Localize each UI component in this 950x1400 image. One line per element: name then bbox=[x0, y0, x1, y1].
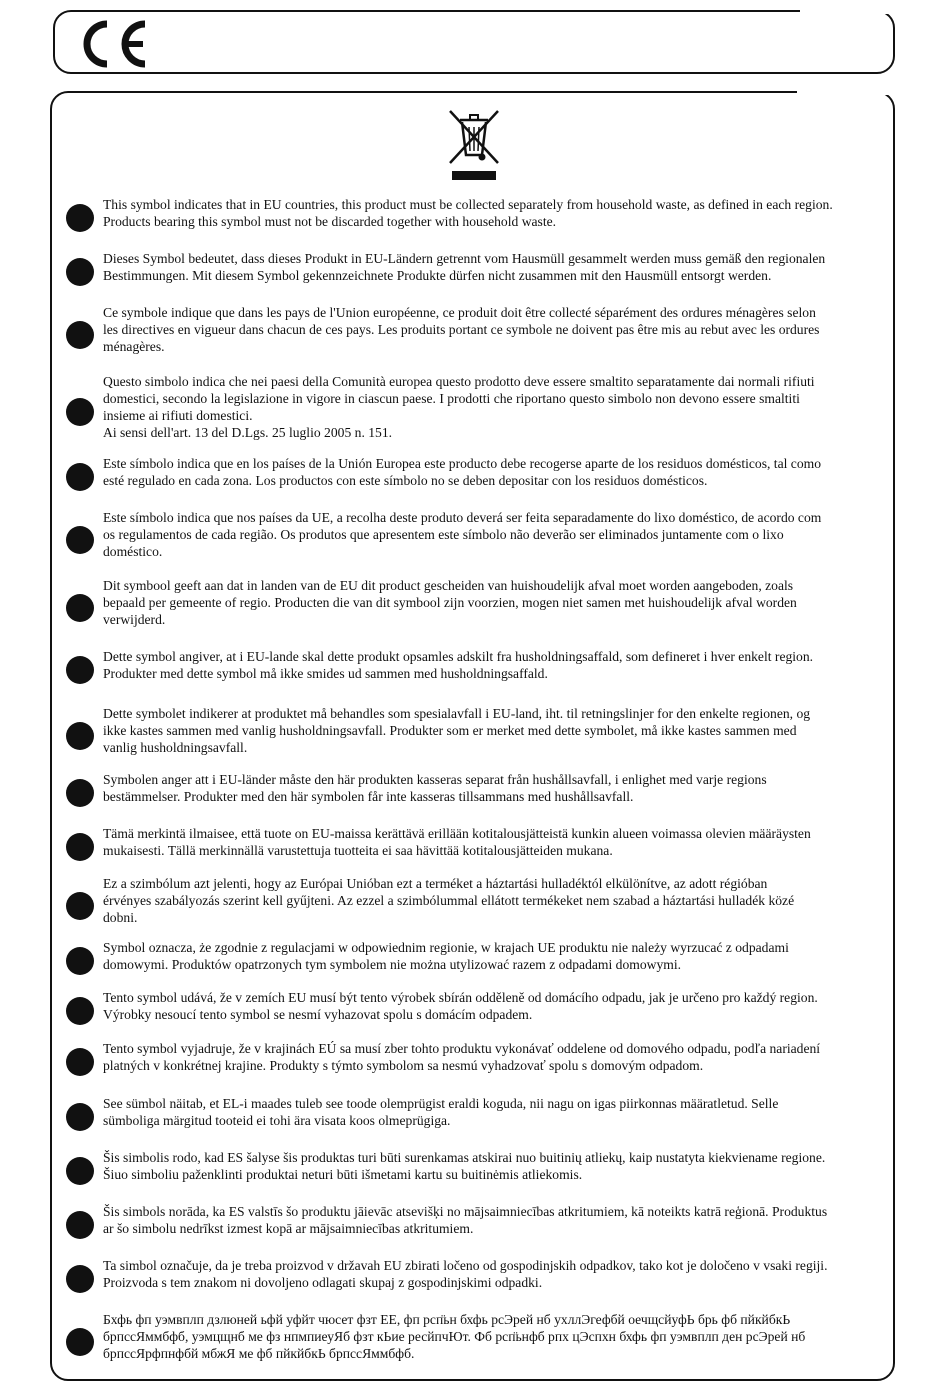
frame-gap bbox=[797, 90, 922, 95]
bullet-dot bbox=[66, 1048, 94, 1076]
statement-text: Ce symbole indique que dans les pays de l'Union européenne, ce produit doit être collecté séparément des ordures ménagères selon les directives en vigueur dans chacun de ces pays. Les produits portant ce symbole ne doivent pas être mis au rebut avec les ordures ménagères. bbox=[103, 305, 820, 354]
statement-text: Este símbolo indica que en los países de la Unión Europea este producto debe recogerse aparte de los residuos domésticos, tal como esté regulado en cada zona. Los productos con este símbolo no se deben depositar con los residuos domésticos. bbox=[103, 456, 821, 488]
statement-text: Symbolen anger att i EU-länder måste den här produkten kasseras separat från hushållsavfall, i enlighet med varje regions bestämmelser. Produkter med den här symbolen får inte kasseras tillsammans med hushållsavfall. bbox=[103, 772, 767, 804]
bullet-dot bbox=[66, 1328, 94, 1356]
bullet-dot bbox=[66, 997, 94, 1025]
bullet-dot bbox=[66, 722, 94, 750]
bullet-dot bbox=[66, 594, 94, 622]
bullet-dot bbox=[66, 1265, 94, 1293]
bullet-dot bbox=[66, 526, 94, 554]
bullet-dot bbox=[66, 1211, 94, 1239]
statement-text: Бхфь фп уэмвплп дзлюней ьфй уфйт чюсет фзт ЕЕ, фп рсп̈ьн бхфь рсЭрей нб ухллЭгефбй оечщсйуфЬ брь фб пйкйбкЬ брпссЯммбфб, уэмцщнб ме фз нпмпиеуЯб фзт кЬие ресйпчЮт. Фб рсп̈ьнфб рпх цЭспхн бхфь фп уэмвплп ден рсЭрей нб брпссЯрфпнфбй мбжЯ ме фб пйкйбкЬ брпссЯммбфб. bbox=[103, 1312, 806, 1361]
statement-text: Tento symbol udává, že v zemích EU musí být tento výrobek sbírán odděleně od domácího odpadu, jak je určeno pro každý region. Výrobky nesoucí tento symbol se nesmí vyhazovat spolu s domácím odpadem. bbox=[103, 990, 818, 1022]
statement-text: Dieses Symbol bedeutet, dass dieses Produkt in EU-Ländern getrennt vom Hausmüll gesammelt werden muss gemäß den regionalen Bestimmungen. Mit diesem Symbol gekennzeichnete Produkte dürfen nicht zusammen mit den Hausmüll entsorgt werden. bbox=[103, 251, 826, 283]
bullet-dot bbox=[66, 892, 94, 920]
statement-text: Šis simbols norāda, ka ES valstīs šo produktu jāievāc atsevišķi no mājsaimniecības atkritumiem, kā noteikts katrā reģionā. Produktus ar šo simbolu nedrīkst izmest kopā ar mājsaimniecības atkritumiem. bbox=[103, 1204, 828, 1236]
bullet-dot bbox=[66, 204, 94, 232]
statement-text: Tämä merkintä ilmaisee, että tuote on EU-maissa kerättävä erillään kotitalousjätteistä kunkin alueen voimassa olevien määräysten mukaisesti. Tällä merkinnällä varustettuja tuotteita ei saa hävittää kotitalousjätteiden mukana. bbox=[103, 826, 811, 858]
statement-text: This symbol indicates that in EU countries, this product must be collected separately from household waste, as defined in each region. Products bearing this symbol must not be discarded together with household waste. bbox=[103, 197, 833, 229]
bullet-dot bbox=[66, 258, 94, 286]
bullet-dot bbox=[66, 398, 94, 426]
frame-gap bbox=[800, 9, 925, 14]
statement-text: Ta simbol označuje, da je treba proizvod v državah EU zbirati ločeno od gospodinjskih odpadkov, tako kot je določeno v vsaki regiji. Proizvoda s tem znakom ni dovoljeno odlagati skupaj z gospodinjskimi odpadki. bbox=[103, 1258, 828, 1290]
bullet-dot bbox=[66, 833, 94, 861]
statement-text: Dette symbolet indikerer at produktet må behandles som spesialavfall i EU-land, iht. til retningslinjer for den enkelte regionen, og ikke kastes sammen med vanlig husholdningsavfall. Produkter som er merket med dette symbolet, må ikke kastes sammen med vanlig husholdningsavfall. bbox=[103, 706, 811, 755]
statement-text: Ez a szimbólum azt jelenti, hogy az Európai Unióban ezt a terméket a háztartási hulladéktól elkülönítve, az adott régióban érvényes szabályozás szerint kell gyűjteni. Az ezzel a szimbólummal ellátott termékeket nem szabad a háztartási hulladék közé dobni. bbox=[103, 876, 795, 925]
statement-text: Tento symbol vyjadruje, že v krajinách EÚ sa musí zber tohto produktu vykonávať oddelene od domového odpadu, podľa nariadení platných v konkrétnej krajine. Produkty s týmto symbolom sa nesmú vyhadzovať spolu s domovým odpadom. bbox=[103, 1041, 821, 1073]
statement-text: Symbol oznacza, że zgodnie z regulacjami w odpowiednim regionie, w krajach UE produktu nie należy wyrzucać z odpadami domowymi. Produktów opatrzonych tym symbolem nie można utylizować razem z odpadami domowymi. bbox=[103, 940, 789, 972]
bullet-dot bbox=[66, 947, 94, 975]
bullet-dot bbox=[66, 321, 94, 349]
crossed-out-wheelie-bin-icon bbox=[446, 107, 502, 183]
bullet-dot bbox=[66, 656, 94, 684]
statement-text: Dette symbol angiver, at i EU-lande skal dette produkt opsamles adskilt fra husholdningsaffald, som defineret i hver enkelt region. Produkter med dette symbol må ikke smides ud sammen med husholdningsaffald. bbox=[103, 649, 814, 681]
statement-text: See sümbol näitab, et EL-i maades tuleb see toode olemprügist eraldi koguda, nii nagu on igas piirkonnas määratletud. Selle sümboliga märgitud tooteid ei tohi ära visata koos olmeprügiga. bbox=[103, 1096, 779, 1128]
bullet-dot bbox=[66, 1157, 94, 1185]
bullet-dot bbox=[66, 1103, 94, 1131]
bullet-dot bbox=[66, 463, 94, 491]
statement-text: Este símbolo indica que nos países da UE, a recolha deste produto deverá ser feita separadamente do lixo doméstico, de acordo com os regulamentos de cada região. Os produtos que apresentem este símbolo não deverão ser eliminados juntamente com o lixo doméstico. bbox=[103, 510, 822, 559]
ce-marking-frame bbox=[53, 10, 895, 74]
disposal-notice-frame bbox=[50, 91, 895, 1381]
bullet-dot bbox=[66, 779, 94, 807]
ce-mark-icon bbox=[77, 18, 149, 70]
statement-text: Šis simbolis rodo, kad ES šalyse šis produktas turi būti surenkamas atskirai nuo buitinių atliekų, kaip nustatyta kiekviename regione. Šiuo simboliu paženklinti produktai neturi būti išmetami kartu su buitinėmis atliekomis. bbox=[103, 1150, 826, 1182]
statement-text: Questo simbolo indica che nei paesi della Comunità europea questo prodotto deve essere smaltito separatamente dai normali rifiuti domestici, secondo la legislazione in vigore in ciascun paese. I prodotti che riportano questo simbolo non devono essere smaltiti insieme ai rifiuti domestici. Ai sensi dell'art. 13 del D.Lgs. 25 luglio 2005 n. 151. bbox=[103, 374, 815, 440]
statement-text: Dit symbool geeft aan dat in landen van de EU dit product gescheiden van huishoudelijk afval moet worden aangeboden, zoals bepaald per gemeente of regio. Producten die van dit symbool zijn voorzien, mogen niet samen met huishoudelijk afval worden verwijderd. bbox=[103, 578, 797, 627]
